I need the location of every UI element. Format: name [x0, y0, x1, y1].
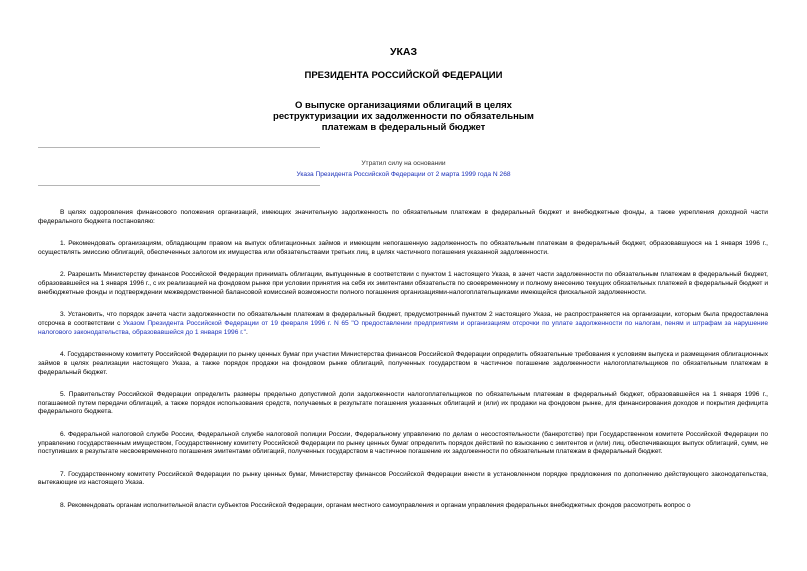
document-subject: [0, 100, 807, 133]
document-title: УКАЗ: [389, 46, 418, 58]
paragraph: [38, 431, 768, 457]
paragraph: [38, 271, 768, 297]
subject-line: О выпуске организациями облигаций в целях: [295, 100, 512, 111]
paragraph-text: 1. Рекомендовать организациям, обладающим правом на выпуск облигационных займов и имеющим непогашенную задолженность по обязательным платежам в федеральный бюджет, образовавшуюся на 1 января 1996 г., осуществлять эмиссию облигаций, обеспеченных залогом их имущества или обязательствами третьих лиц, в целях частичного погашения указанной задолженности.: [38, 240, 768, 256]
status-label: Утратил силу на основании: [361, 160, 446, 167]
paragraph: [38, 391, 768, 417]
paragraph-text: 2. Разрешить Министерству финансов Российской Федерации принимать облигации, выпущенные в соответствии с пунктом 1 настоящего Указа, в зачет части задолженности по обязательным платежам в федеральный бюджет, образовавшейся на 1 января 1996 г., с их реализацией на фондовом рынке при условии принятия на себя их эмитентами обязательств по своевременному и полному внесению текущих обязательных платежей в федеральный бюджет и внебюджетные фонды и подтверждении межведомственной балансовой комиссией возможности полного погашения организациями-налогоплательщиками имеющейся фискальной задолженности.: [38, 271, 768, 296]
divider-bottom: [38, 185, 320, 186]
divider-top: [38, 147, 320, 148]
paragraph: [38, 502, 768, 511]
paragraph-text: 8. Рекомендовать органам исполнительной власти субъектов Российской Федерации, органам местного самоуправления и органам управления федеральных внебюджетных фондов рассмотреть вопрос о: [60, 501, 691, 509]
decree-link[interactable]: Указом Президента Российской Федерации от 19 февраля 1996 г. N 65 "О предоставлении предприятиям и организациям отсрочки по уплате задолженности по налогам, пеням и штрафам за нарушение налогового законодательства, образовавшейся до 1 января 1996 г.": [38, 319, 768, 336]
paragraph: [38, 240, 768, 258]
paragraph-text: 6. Федеральной налоговой службе России, Федеральной службе налоговой полиции России, Федеральному управлению по делам о несостоятельности (банкротстве) при Государственном комитете Российской Федерации по управлению государственным имуществом, Государственному комитету Российской Федерации по рынку ценных бумаг определить порядок действий по взысканию с эмитентов и (или) лиц, обеспечивающих выпуск облигаций, сумм, не поступивших в результате несвоевременного погашения эмитентами облигаций, полученных государством в частичное погашение их задолженности по обязательным платежам в федеральный бюджет.: [38, 430, 768, 456]
document-authority: ПРЕЗИДЕНТА РОССИЙСКОЙ ФЕДЕРАЦИИ: [304, 70, 503, 81]
paragraph-text: 3. Установить, что порядок зачета части задолженности по обязательным платежам в федеральный бюджет, предусмотренный пунктом 2 настоящего Указа, не распространяется на организации, которым была предоставлена отсрочка в соответствии с: [38, 311, 768, 327]
status-link[interactable]: Указа Президента Российской Федерации от 2 марта 1999 года N 268: [296, 171, 511, 178]
paragraph-text: В целях оздоровления финансового положения организаций, имеющих значительную задолженность по обязательным платежам в федеральный бюджет и внебюджетные фонды, а также укрепления доходной части федерального бюджета постановляю:: [38, 209, 768, 225]
paragraph-text: 7. Государственному комитету Российской Федерации по рынку ценных бумаг, Министерству финансов Российской Федерации внести в установленном порядке предложения по дополнению действующего законодательства, вытекающие из настоящего Указа.: [38, 470, 768, 487]
subject-line: платежам в федеральный бюджет: [321, 122, 486, 133]
paragraph-text: 5. Правительству Российской Федерации определить размеры предельно допустимой доли задолженности налогоплательщиков по обязательным платежам в федеральный бюджет, образовавшейся на 1 января 1996 г., погашаемой путем передачи облигаций, а также порядок использования средств, получаемых в результате погашения указанных облигаций и (или) их продажи на фондовом рынке, для финансирования доходов и покрытия дефицита федерального бюджета.: [38, 390, 768, 416]
paragraph-text: 4. Государственному комитету Российской Федерации по рынку ценных бумаг при участии Министерства финансов Российской Федерации определить обязательные требования к условиям выпуска и размещения облигационных займов в целях реализации настоящего Указа, а также порядок продажи на фондовом рынке облигаций, полученных государством в частичное погашение задолженности налогоплательщиков по обязательным платежам в федеральный бюджет.: [38, 350, 768, 376]
paragraph: [38, 351, 768, 377]
document-body: [38, 209, 768, 524]
paragraph: [38, 311, 768, 337]
paragraph-text: .: [245, 328, 248, 336]
subject-line: реструктуризации их задолженности по обязательным: [273, 111, 534, 122]
paragraph: [38, 471, 768, 489]
paragraph: [38, 209, 768, 227]
